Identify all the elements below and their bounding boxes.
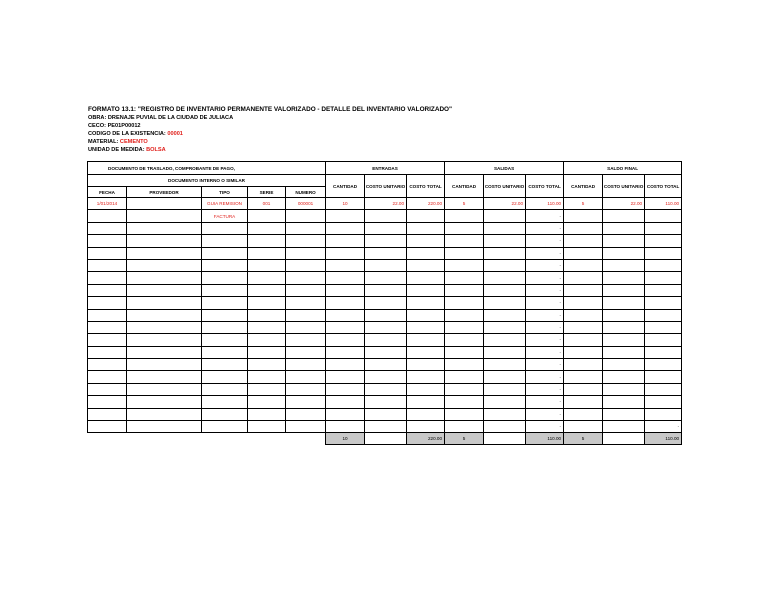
ceco-line: CECO: PE01P00012: [88, 123, 141, 129]
header-ent-costo-unitario: COSTO UNITARIO: [365, 175, 407, 198]
table-row: -: [88, 371, 682, 383]
table-row: -: [88, 222, 682, 234]
table-row: -: [88, 334, 682, 346]
group-saldo-final: SALDO FINAL: [564, 162, 682, 175]
header-sal-costo-unitario: COSTO UNITARIO: [484, 175, 526, 198]
table-row: [88, 198, 682, 210]
table-row: -: [88, 408, 682, 420]
header-ent-cantidad: CANTIDAD: [326, 175, 365, 198]
header-sal-costo-total: COSTO TOTAL: [526, 175, 564, 198]
inventory-table: [87, 161, 682, 445]
material-label: MATERIAL:: [88, 139, 120, 145]
cell-ent-cantidad: 10: [326, 198, 365, 210]
table-row: -: [88, 235, 682, 247]
cell-sf-costo-unitario: 22.00: [603, 198, 645, 210]
cell-numero: 000001: [286, 198, 326, 210]
table-row: -: [88, 272, 682, 284]
codigo-line: [88, 130, 452, 138]
obra-line: OBRA: DRENAJE PUVIAL DE LA CIUDAD DE JULIACA: [88, 115, 234, 121]
table-row: - -: [88, 421, 682, 433]
table-row: -: [88, 359, 682, 371]
table-row: -: [88, 284, 682, 296]
table-row: -: [88, 396, 682, 408]
table-row: FACTURA -: [88, 210, 682, 222]
material-value: CEMENTO: [119, 139, 148, 145]
unidad-value: BOLSA: [146, 147, 166, 153]
cell-proveedor: [127, 198, 202, 210]
header-serie: SERIE: [248, 187, 286, 198]
document-title: FORMATO 13.1: "REGISTRO DE INVENTARIO PERMANENTE VALORIZADO - DETALLE DEL INVENTARIO VALORIZADO": [88, 106, 453, 113]
material-line: [88, 138, 452, 146]
table-row: -: [88, 309, 682, 321]
header-ent-costo-total: COSTO TOTAL: [407, 175, 445, 198]
total-ent-cantidad: 10: [326, 433, 365, 445]
cell-sf-costo-total: 110.00: [645, 198, 682, 210]
cell-sal-costo-total: 110.00: [526, 198, 564, 210]
cell-ent-costo-total: 220.00: [407, 198, 445, 210]
header-sf-cantidad: CANTIDAD: [564, 175, 603, 198]
total-ent-costo-total: 220.00: [407, 433, 445, 445]
cell-fecha: 1/01/2014: [88, 198, 127, 210]
header-sal-cantidad: CANTIDAD: [445, 175, 484, 198]
group-documento: DOCUMENTO DE TRASLADO, COMPROBANTE DE PAGO,: [88, 162, 326, 175]
total-sf-cantidad: 5: [564, 433, 603, 445]
cell-sf-cantidad: 5: [564, 198, 603, 210]
header-sf-costo-total: COSTO TOTAL: [645, 175, 682, 198]
totals-row: [88, 433, 682, 445]
group-salidas: SALIDAS: [445, 162, 564, 175]
unidad-line: [88, 146, 452, 154]
table-row: -: [88, 346, 682, 358]
codigo-label: CODIGO DE LA EXISTENCIA:: [88, 131, 168, 137]
cell-sal-cantidad: 5: [445, 198, 484, 210]
cell-serie: 001: [248, 198, 286, 210]
cell-ent-costo-unitario: 22.00: [365, 198, 407, 210]
header-numero: NUMERO: [286, 187, 326, 198]
group-documento-sub: DOCUMENTO INTERNO O SIMILAR: [88, 175, 326, 187]
table-row: -: [88, 259, 682, 271]
cell-tipo: GUIA REMISION: [202, 198, 248, 210]
cell-sal-costo-unitario: 22.00: [484, 198, 526, 210]
total-sal-costo-total: 110.00: [526, 433, 564, 445]
header-fecha: FECHA: [88, 187, 127, 198]
table-row: -: [88, 321, 682, 333]
header-proveedor: PROVEEDOR: [127, 187, 202, 198]
unidad-label: UNIDAD DE MEDIDA:: [88, 147, 147, 153]
total-sal-cantidad: 5: [445, 433, 484, 445]
group-entradas: ENTRADAS: [326, 162, 445, 175]
header-tipo: TIPO: [202, 187, 248, 198]
table-row: -: [88, 383, 682, 395]
cell-tipo: FACTURA: [202, 210, 248, 222]
total-sf-costo-total: 110.00: [645, 433, 682, 445]
table-row: -: [88, 297, 682, 309]
codigo-value: 00001: [167, 131, 183, 137]
table-row: -: [88, 247, 682, 259]
document-header: [88, 106, 452, 154]
header-sf-costo-unitario: COSTO UNITARIO: [603, 175, 645, 198]
